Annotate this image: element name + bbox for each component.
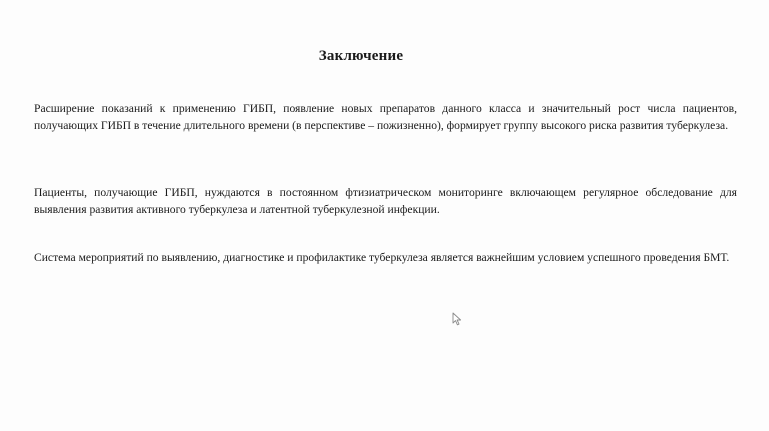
- paragraph-gibp-risk-group: Расширение показаний к применению ГИБП, появление новых препаратов данного класса и значительный рост числа пациентов, получающих ГИБП в течение длительного времени (в перспективе – пожизненно), формирует группу высокого риска развития туберкулеза.: [34, 102, 737, 132]
- slide-title: Заключение: [318, 48, 404, 64]
- paragraph-monitoring: Пациенты, получающие ГИБП, нуждаются в постоянном фтизиатрическом мониторинге включающем регулярное обследование для выявления развития активного туберкулеза и латентной туберкулезной инфекции.: [34, 186, 737, 216]
- mouse-pointer-icon: [452, 312, 462, 326]
- paragraph-prevention-system: Система мероприятий по выявлению, диагностике и профилактике туберкулеза является важнейшим условием успешного проведения БМТ.: [34, 251, 730, 264]
